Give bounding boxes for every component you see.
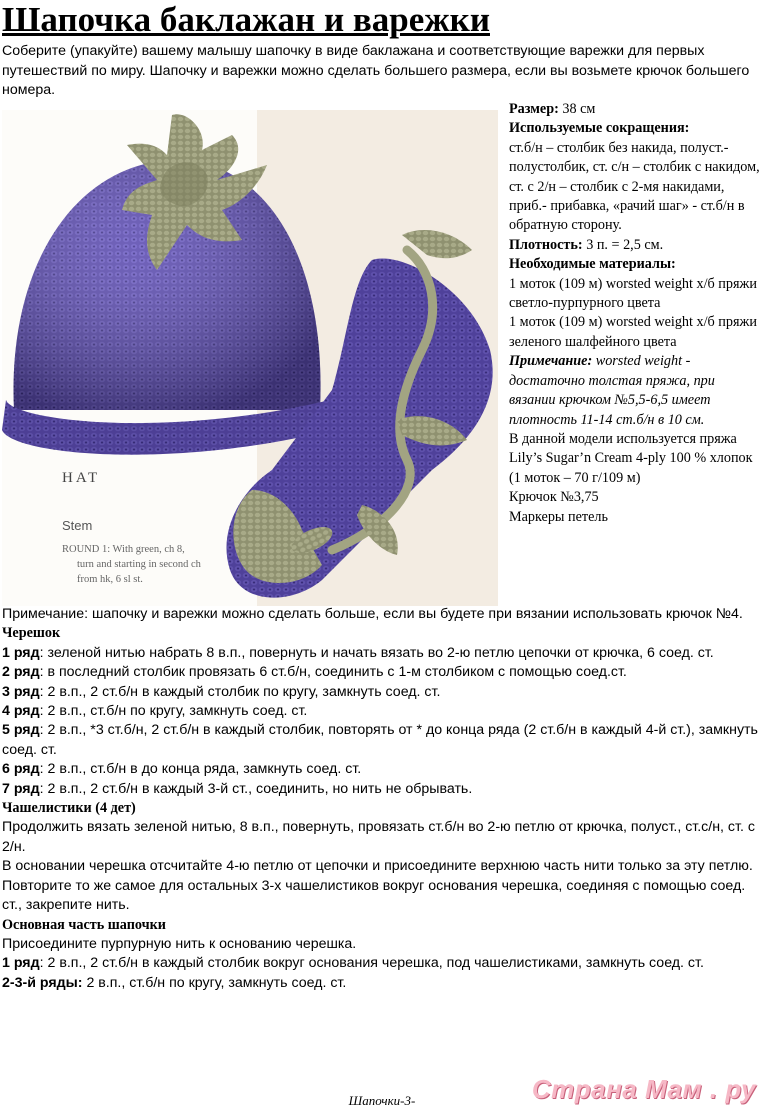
photo-illustration: [2, 110, 498, 606]
body-row-1: 1 ряд: 2 в.п., 2 ст.б/н в каждый столбик вокруг основания черешка, под чашелистиками, замкнуть соед. ст.: [2, 955, 704, 972]
material-2: 1 моток (109 м) worsted weight х/б пряжи зеленого шалфейного цвета: [509, 314, 757, 350]
page-footer: Шапочки-3-: [348, 1093, 416, 1108]
density-label: Плотность:: [509, 236, 583, 253]
materials-label: Необходимые материалы:: [509, 256, 676, 273]
sepals-heading: Чашелистики (4 дет): [2, 800, 136, 817]
note-paragraph: [509, 352, 761, 430]
density-value: 3 п. = 2,5 см.: [586, 236, 664, 253]
photo-hat-label: HAT: [62, 470, 101, 486]
density-line: [509, 236, 761, 255]
size-label: Размер:: [509, 101, 559, 117]
sepals-paragraph-2: В основании черешка отсчитайте 4-ю петлю от цепочки и присоедините верхнюю часть нити только за эту петлю.: [2, 858, 753, 875]
model-text: В данной модели используется пряжа Lily’s Sugar’n Cream 4-ply 100 % хлопок (1 моток – 70 г/109 м): [509, 430, 753, 486]
body-row-2-3: 2-3-й ряды: 2 в.п., ст.б/н по кругу, замкнуть соед. ст.: [2, 974, 347, 991]
specs-column: [509, 100, 761, 527]
photo-round1-line-3: from hk, 6 sl st.: [77, 574, 143, 585]
hook-text: Крючок №3,75: [509, 489, 599, 506]
page-title: Шапочка баклажан и варежки: [2, 0, 490, 39]
general-note: Примечание: шапочку и варежки можно сделать больше, если вы будете при вязании использовать крючок №4.: [2, 606, 743, 622]
stem-row-5: 5 ряд: 2 в.п., *3 ст.б/н, 2 ст.б/н в каждый столбик, повторять от * до конца ряда (2 ст.б/н в каждый 4-й ст.), замкнуть соед. ст.: [2, 722, 758, 758]
markers-text: Маркеры петель: [509, 508, 608, 525]
stem-row-2: 2 ряд: в последний столбик провязать 6 ст.б/н, соединить с 1-м столбиком с помощью соед.ст.: [2, 664, 627, 681]
size-value: 38 см: [562, 101, 596, 117]
body-heading: Основная часть шапочки: [2, 916, 166, 933]
material-1: 1 моток (109 м) worsted weight х/б пряжи светло-пурпурного цвета: [509, 275, 757, 312]
sepals-paragraph-3: Повторите то же самое для остальных 3-х чашелистиков вокруг основания черешка, соединяя с помощью соед. ст., закрепите нить.: [2, 877, 746, 914]
body-paragraph-1: Присоедините пурпурную нить к основанию черешка.: [2, 935, 357, 952]
note-text: worsted weight - достаточно толстая пряжа, при вязании крючком №5,5-6,5 имеет плотность 11-14 ст.б/н в 10 см.: [509, 353, 715, 428]
photo-stem-label: Stem: [62, 518, 93, 533]
note-label: Примечание:: [509, 353, 593, 370]
stem-row-1: 1 ряд: зеленой нитью набрать 8 в.п., повернуть и начать вязать во 2-ю петлю цепочки от крючка, 6 соед. ст.: [2, 644, 714, 661]
photo-round1-line-2: turn and starting in second ch: [77, 559, 201, 570]
stem-row-6: 6 ряд: 2 в.п., ст.б/н в до конца ряда, замкнуть соед. ст.: [2, 761, 362, 778]
abbr-label: Используемые сокращения:: [509, 120, 690, 137]
intro-text: Соберите (упакуйте) вашему малышу шапочку в виде баклажана и соответствующие варежки для первых путешествий по миру. Шапочку и варежки можно сделать большего размера, если вы возьмете крючок большего номера.: [2, 43, 750, 98]
product-photo: [2, 110, 498, 606]
abbr-text: ст.б/н – столбик без накида, полуст.- полустолбик, ст. с/н – столбик с накидом, ст. с 2/н – столбик с 2-мя накидами, приб.- прибавка, «рачий шаг» - ст.б/н в обратную сторону.: [509, 139, 760, 234]
photo-round1-line-1: ROUND 1: With green, ch 8,: [62, 544, 185, 555]
size-line: [509, 100, 761, 119]
site-watermark: Страна Мам . ру: [531, 1074, 756, 1104]
stem-heading: Черешок: [2, 625, 61, 642]
stem-row-3: 3 ряд: 2 в.п., 2 ст.б/н в каждый столбик по кругу, замкнуть соед. ст.: [2, 683, 441, 700]
instructions: [2, 605, 762, 993]
stem-row-7: 7 ряд: 2 в.п., 2 ст.б/н в каждый 3-й ст., соединить, но нить не обрывать.: [2, 780, 473, 797]
sepals-paragraph-1: Продолжить вязать зеленой нитью, 8 в.п., повернуть, провязать ст.б/н во 2-ю петлю от крючка, полуст., ст.с/н, ст. с 2/н.: [2, 819, 755, 855]
stem-row-4: 4 ряд: 2 в.п., ст.б/н по кругу, замкнуть соед. ст.: [2, 703, 308, 720]
